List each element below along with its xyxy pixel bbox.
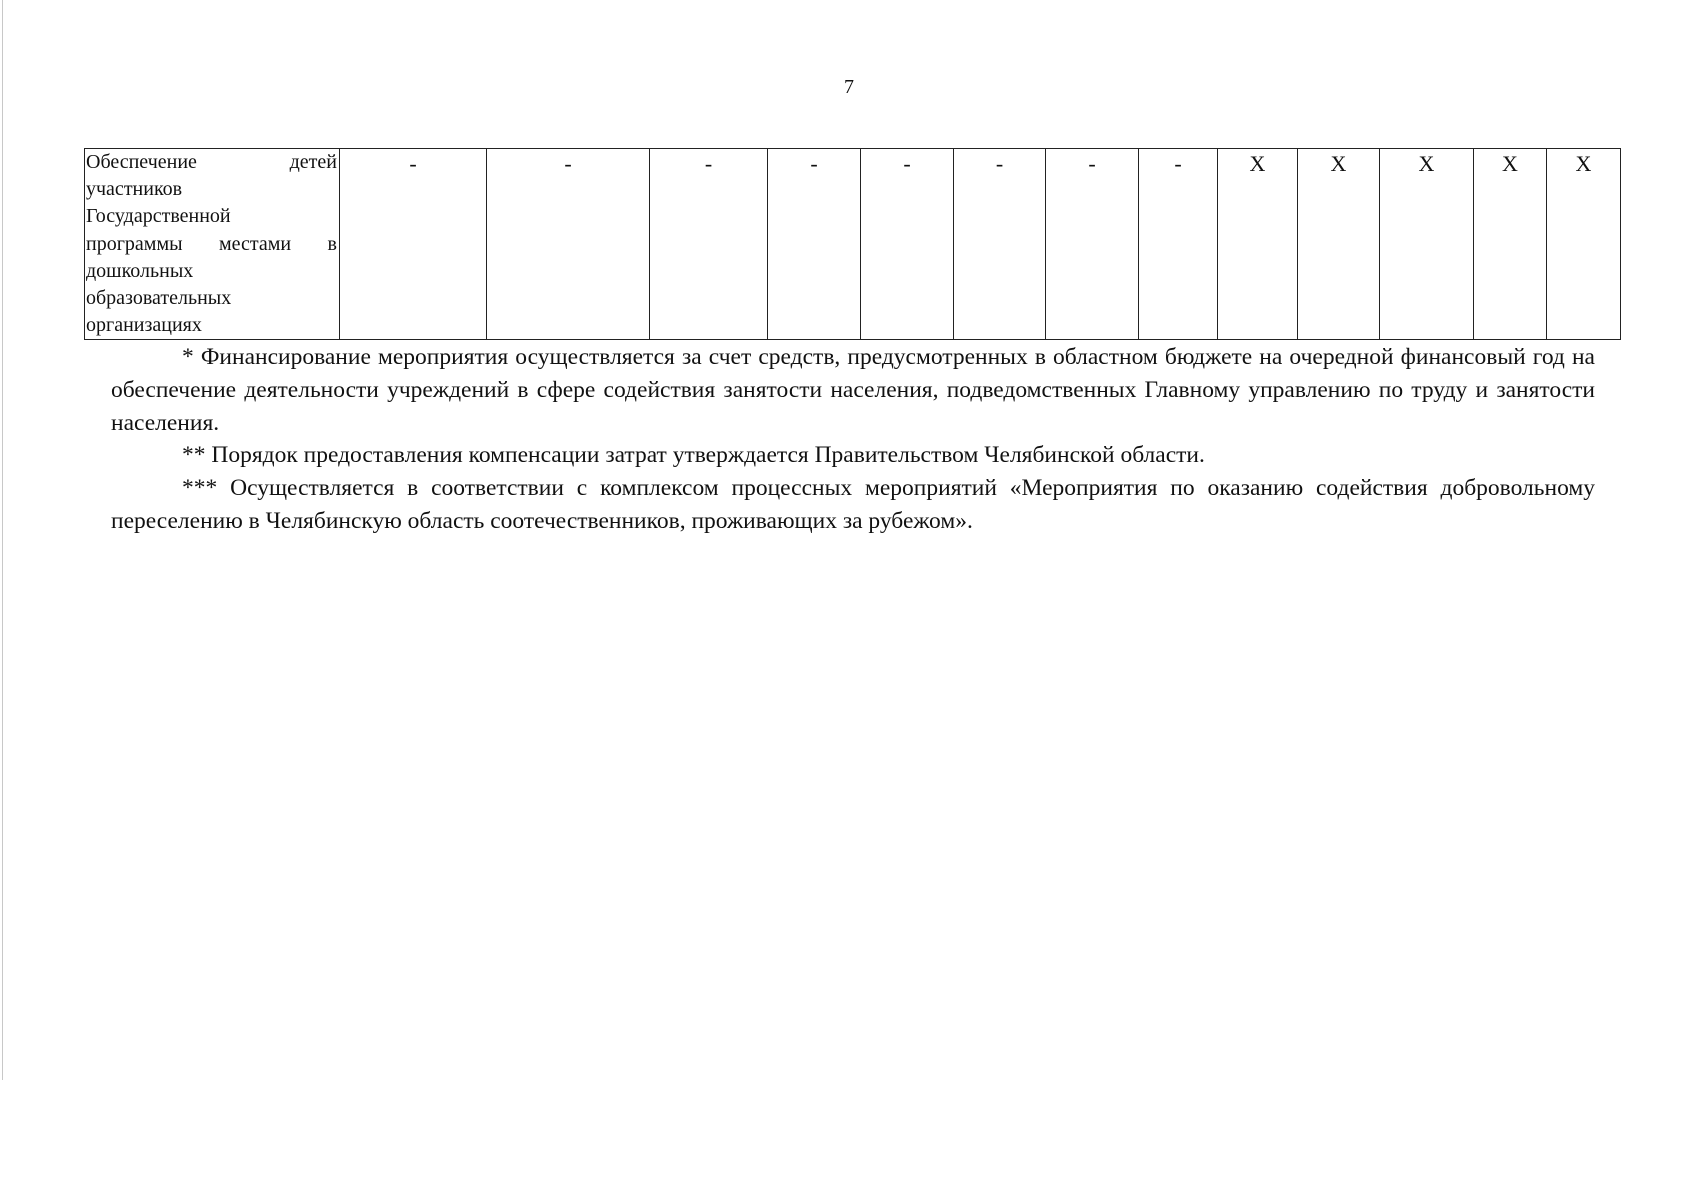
description-line: [86, 231, 337, 258]
description-word: местами: [218, 232, 292, 255]
description-word: Обеспечение: [86, 151, 197, 173]
cell-value: X: [1249, 151, 1266, 176]
cell-value: -: [995, 151, 1004, 176]
footnote-financing: * Финансирование мероприятия осуществляется за счет средств, предусмотренных в областном бюджете на очередной финансовый год на обеспечение деятельности учреждений в сфере содействия занятости населения, подведомственных Главному управлению по труду и занятости населения.: [111, 344, 1595, 436]
program-table: [84, 148, 1621, 340]
description-line: дошкольных: [86, 259, 194, 282]
cell-value: X: [1575, 151, 1592, 176]
value-cell: [1139, 149, 1218, 340]
value-cell: [650, 149, 768, 340]
value-cell: [861, 149, 954, 340]
cell-value: -: [564, 151, 572, 176]
footnote-compensation: ** Порядок предоставления компенсации затрат утверждается Правительством Челябинской области.: [182, 442, 1205, 469]
value-cell: [1380, 149, 1474, 340]
description-word: детей: [289, 151, 337, 173]
description-word: программы: [86, 232, 183, 255]
cell-value: -: [810, 151, 818, 176]
value-cell: [768, 149, 861, 340]
footnotes: [111, 341, 1595, 538]
description-line: Государственной: [86, 205, 231, 228]
cell-value: X: [1502, 151, 1518, 176]
cell-value: X: [1330, 151, 1347, 176]
value-cell: [1298, 149, 1380, 340]
cell-value: -: [409, 151, 417, 176]
value-cell: [1547, 149, 1621, 340]
cell-value: -: [1088, 151, 1096, 176]
value-cell: [487, 149, 650, 340]
cell-value: -: [1174, 151, 1182, 176]
value-cell: [1474, 149, 1547, 340]
description-line: образовательных: [86, 287, 232, 310]
description-word: в: [327, 232, 337, 255]
description-line: [86, 149, 337, 176]
value-cell: [1046, 149, 1139, 340]
cell-value: -: [704, 151, 713, 176]
footnote-resettlement: *** Осуществляется в соответствии с комплексом процессных мероприятий «Мероприятия по оказанию содействия добровольному переселению в Челябинскую область соотечественников, проживающих за рубежом».: [111, 475, 1595, 534]
scan-edge-line: [2, 0, 3, 1080]
value-cell: [954, 149, 1046, 340]
value-cell: [340, 149, 487, 340]
description-line: участников: [86, 178, 183, 201]
table-row: [85, 149, 1621, 340]
cell-value: -: [903, 151, 911, 176]
page-number: 7: [844, 76, 854, 98]
description-line: организациях: [86, 314, 202, 337]
value-cell: [1218, 149, 1298, 340]
row-description-cell: [85, 149, 340, 340]
cell-value: X: [1418, 151, 1435, 176]
